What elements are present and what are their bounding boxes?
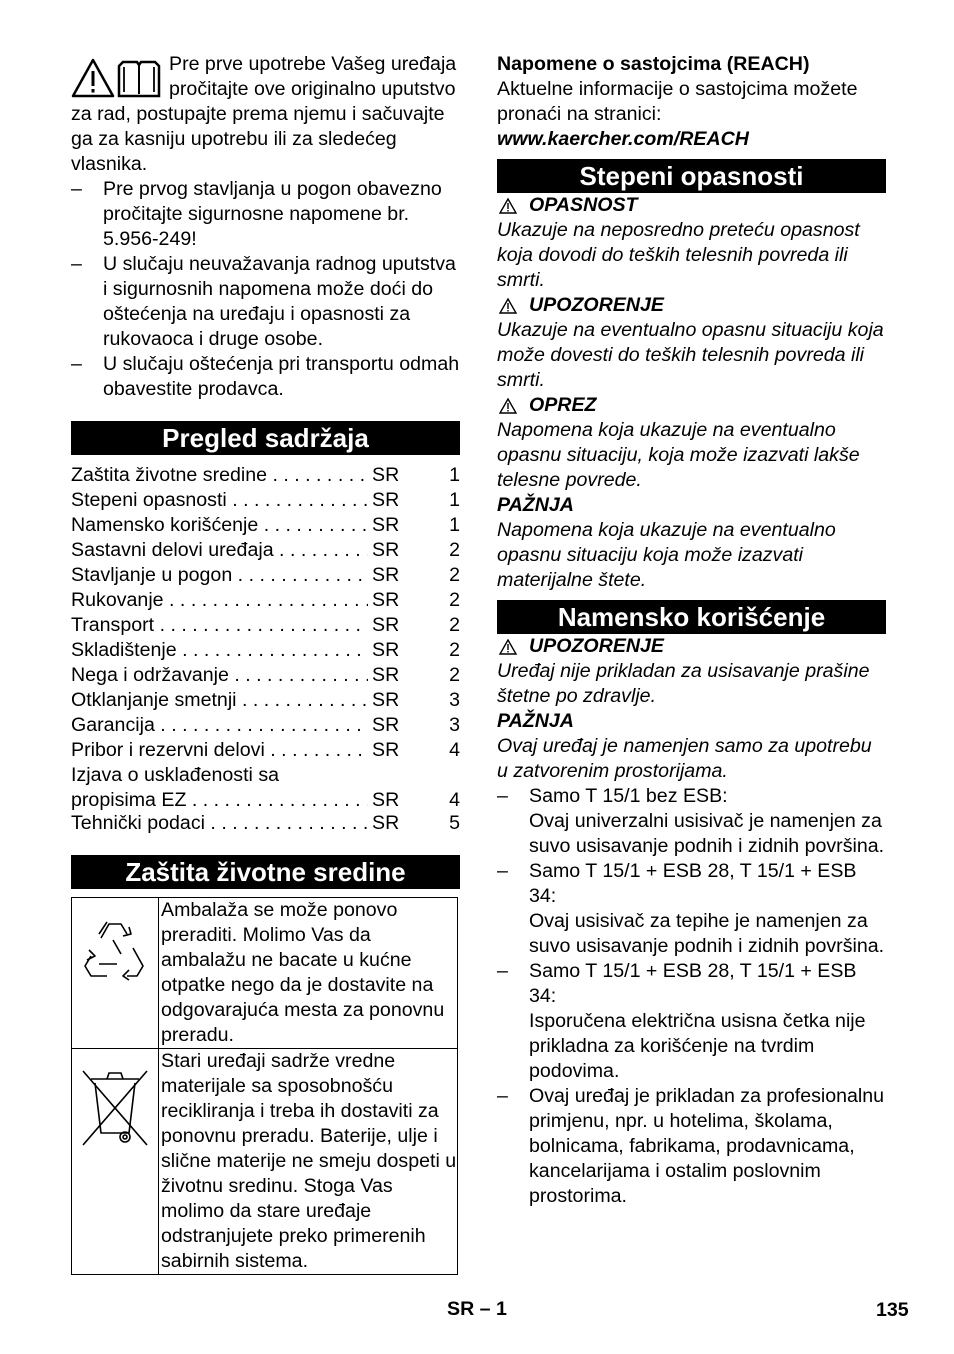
weee-cell (72, 1049, 159, 1275)
recycle-text: Ambalaža se može ponovo preraditi. Molimo Vas da ambalažu ne bacate u kućne otpatke nego da je dostavite na odgovarajuća mesta za ponovnu preradu. (159, 898, 458, 1049)
warning-triangle-icon (499, 298, 517, 314)
signal-word: UPOZORENJE (529, 635, 665, 657)
environment-heading: Zaštita životne sredine (71, 855, 460, 889)
usage-list (497, 784, 886, 1209)
usage-attention-text: Ovaj uređaj je namenjen samo za upotrebu u zatvorenim prostorijama. (497, 735, 872, 782)
attention-label: PAŽNJA (497, 494, 574, 516)
list-item: – U slučaju neuvažavanja radnog uputstva i sigurnosnih napomena može doći do oštećenja na uređaju i opasnosti za rukovaoca i druge osobe. (71, 253, 456, 350)
intro-text: Pre prve upotrebe Vašeg uređaja pročitajte ove originalno uputstvo za rad, postupajte prema njemu i sačuvajte ga za kasniju upotrebu ili za sledećeg vlasnika. (71, 53, 457, 175)
list-item: – Samo T 15/1 bez ESB: Ovaj univerzalni usisivač je namenjen za suvo usisavanje podnih i zidnih površina. (497, 785, 885, 857)
list-item: – Ovaj uređaj je prikladan za profesionalnu primjenu, npr. u hotelima, školama, bolnicama, fabrikama, prodavnicama, kancelarijama i ostalim poslovnim prostorima. (497, 1085, 885, 1207)
usage-warning-text: Uređaj nije prikladan za usisavanje prašine štetne po zdravlje. (497, 660, 870, 707)
toc-row[interactable]: Tehnički podaci . . . SR 5 (71, 811, 460, 836)
warning-manual-icon (71, 56, 163, 102)
toc-row[interactable]: Transport . . . SR 2 (71, 613, 460, 638)
reach-link[interactable]: www.kaercher.com/REACH (497, 128, 749, 150)
toc-row[interactable]: Sastavni delovi uređaja . . . SR 2 (71, 538, 460, 563)
list-item: – Pre prvog stavljanja u pogon obavezno pročitajte sigurnosne napomene br. 5.956-249! (71, 178, 442, 250)
intro (71, 52, 460, 177)
right-column (497, 52, 886, 1209)
toc-row[interactable]: Namensko korišćenje . . . SR 1 (71, 513, 460, 538)
toc-row[interactable]: Stavljanje u pogon . . . SR 2 (71, 563, 460, 588)
warning-triangle-icon (499, 639, 517, 655)
page-number: 135 (876, 1299, 909, 1321)
list-item: – Samo T 15/1 + ESB 28, T 15/1 + ESB 34: Isporučena električna usisna četka nije prikladna za korišćenje na tvrdim podovima. (497, 960, 866, 1082)
toc-row[interactable]: Zaštita životne sredine . . . SR 1 (71, 463, 460, 488)
weee-text: Stari uređaji sadrže vredne materijale sa sposobnošću recikliranja i treba ih dostaviti za ponovnu preradu. Baterije, ulje i slične materije ne smeju dospeti u životnu sredinu. Stoga Vas molimo da stare uređaje odstranjujete preko primerenih sabirnih sistema. (159, 1049, 458, 1275)
signal-word: OPREZ (529, 394, 597, 416)
toc-row[interactable]: Stepeni opasnosti . . . SR 1 (71, 488, 460, 513)
warning-triangle-icon (499, 198, 517, 214)
warning-triangle-icon (499, 398, 517, 414)
recycle-icon (77, 914, 153, 994)
reach-text: Aktuelne informacije o sastojcima možete pronaći na stranici: (497, 78, 858, 125)
hazard-text: Napomena koja ukazuje na eventualno opasnu situaciju, koja može izazvati lakše telesne povrede. (497, 419, 860, 491)
crossed-bin-icon (77, 1067, 153, 1147)
hazard-heading: Stepeni opasnosti (497, 159, 886, 193)
reach-title: Napomene o sastojcima (REACH) (497, 53, 810, 75)
signal-word: UPOZORENJE (529, 294, 665, 316)
table-of-contents (71, 463, 460, 836)
usage-heading: Namensko korišćenje (497, 600, 886, 634)
attention-label: PAŽNJA (497, 710, 574, 732)
hazard-text: Ukazuje na eventualno opasnu situaciju koja može dovesti do teških telesnih povreda ili smrti. (497, 319, 884, 391)
toc-row[interactable]: Skladištenje . . . SR 2 (71, 638, 460, 663)
toc-row[interactable]: Rukovanje . . . SR 2 (71, 588, 460, 613)
intro-list (71, 177, 460, 402)
toc-row[interactable]: Nega i održavanje . . . SR 2 (71, 663, 460, 688)
toc-row[interactable]: Pribor i rezervni delovi . . . SR 4 (71, 738, 460, 763)
left-column (71, 52, 460, 1275)
hazard-item (497, 193, 886, 293)
signal-word: OPASNOST (529, 194, 638, 216)
environment-table (71, 897, 458, 1275)
recycle-cell (72, 898, 159, 1049)
toc-row[interactable]: Otklanjanje smetnji . . . SR 3 (71, 688, 460, 713)
toc-heading: Pregled sadržaja (71, 421, 460, 455)
attention-text: Napomena koja ukazuje na eventualno opasnu situaciju koja može izazvati materijalne štete. (497, 519, 836, 591)
list-item: – U slučaju oštećenja pri transportu odmah obavestite prodavca. (71, 353, 460, 400)
toc-row[interactable]: Garancija . . . SR 3 (71, 713, 460, 738)
hazard-item (497, 393, 886, 493)
hazard-item (497, 293, 886, 393)
toc-row[interactable]: Izjava o usklađenosti sa propisima EZ . . . SR 4 (71, 763, 460, 811)
page-label: SR – 1 (447, 1298, 507, 1320)
list-item: – Samo T 15/1 + ESB 28, T 15/1 + ESB 34: Ovaj usisivač za tepihe je namenjen za suvo usisavanje podnih i zidnih površina. (497, 860, 885, 957)
hazard-text: Ukazuje na neposredno preteću opasnost koja dovodi do teških telesnih povreda ili smrti. (497, 219, 860, 291)
